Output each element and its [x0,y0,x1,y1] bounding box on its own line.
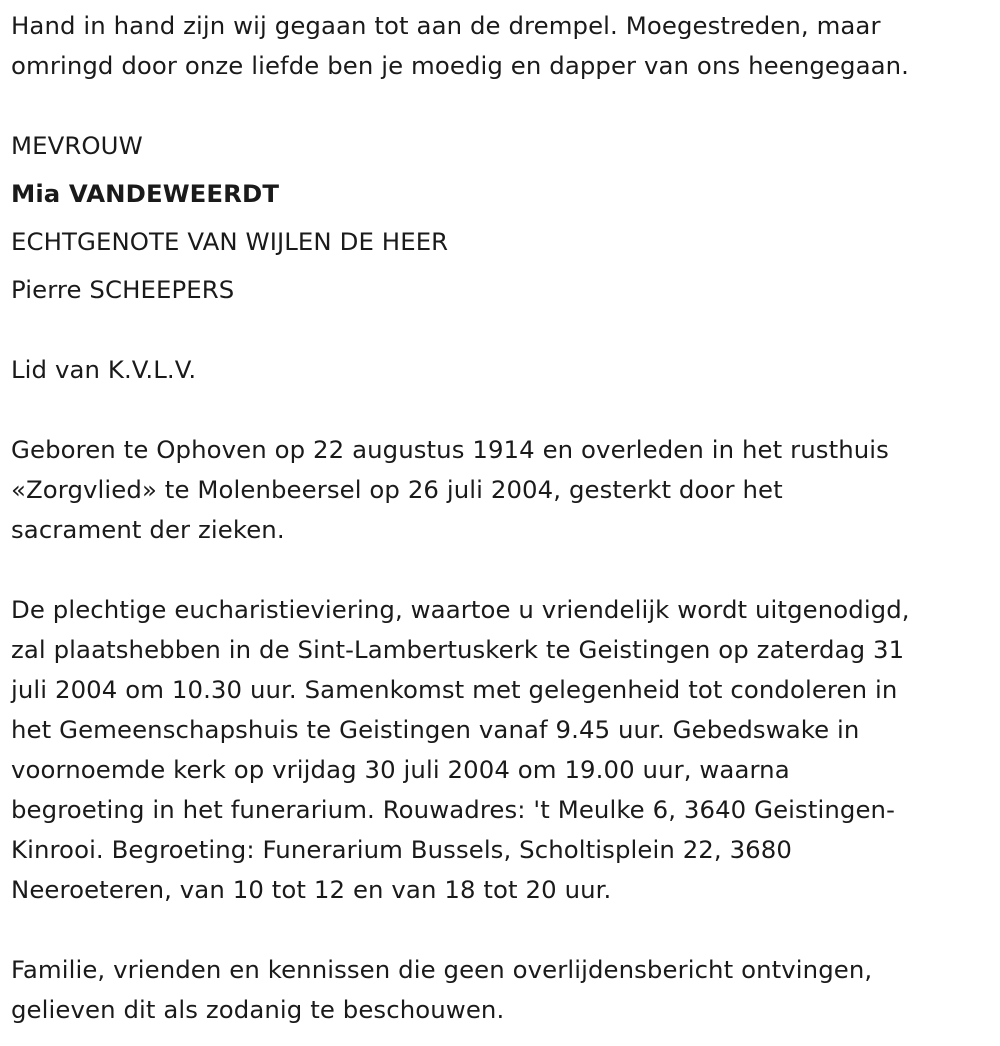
membership-paragraph [11,350,996,390]
ceremony-line: Kinrooi. Begroeting: Funerarium Bussels, Scholtisplein 22, 3680 [11,835,792,864]
ceremony-line: juli 2004 om 10.30 uur. Samenkomst met gelegenheid tot condoleren in [11,675,898,704]
membership-text: Lid van K.V.L.V. [11,355,197,384]
paragraph-spacer [11,390,996,430]
paragraph-spacer [11,310,996,350]
closing-paragraph [11,950,996,1030]
ceremony-line: het Gemeenschapshuis te Geistingen vanaf 9.45 uur. Gebedswake in [11,715,860,744]
closing-line: gelieven dit als zodanig te beschouwen. [11,995,505,1024]
deceased-title: MEVROUW [11,131,143,160]
ceremony-paragraph [11,590,996,910]
birth-death-line: Geboren te Ophoven op 22 augustus 1914 en overleden in het rusthuis [11,435,889,464]
ceremony-line: begroeting in het funerarium. Rouwadres: 't Meulke 6, 3640 Geistingen- [11,795,895,824]
deceased-block [11,122,996,314]
paragraph-spacer [11,550,996,590]
ceremony-line: Neeroeteren, van 10 tot 12 en van 18 tot 20 uur. [11,875,612,904]
intro-paragraph [11,6,996,86]
paragraph-spacer [11,86,996,126]
birth-death-paragraph [11,430,996,550]
death-notice [11,6,996,1030]
ceremony-line: De plechtige eucharistieviering, waartoe u vriendelijk wordt uitgenodigd, [11,595,910,624]
birth-death-line: «Zorgvlied» te Molenbeersel op 26 juli 2004, gesterkt door het [11,475,783,504]
ceremony-line: voornoemde kerk op vrijdag 30 juli 2004 om 19.00 uur, waarna [11,755,790,784]
deceased-name: Mia VANDEWEERDT [11,179,280,208]
spouse-name: Pierre SCHEEPERS [11,275,235,304]
closing-line: Familie, vrienden en kennissen die geen overlijdensbericht ontvingen, [11,955,873,984]
deceased-relation: ECHTGENOTE VAN WIJLEN DE HEER [11,227,449,256]
paragraph-spacer [11,910,996,950]
intro-line: omringd door onze liefde ben je moedig en dapper van ons heengegaan. [11,51,910,80]
birth-death-line: sacrament der zieken. [11,515,285,544]
ceremony-line: zal plaatshebben in de Sint-Lambertuskerk te Geistingen op zaterdag 31 [11,635,905,664]
intro-line: Hand in hand zijn wij gegaan tot aan de drempel. Moegestreden, maar [11,11,881,40]
